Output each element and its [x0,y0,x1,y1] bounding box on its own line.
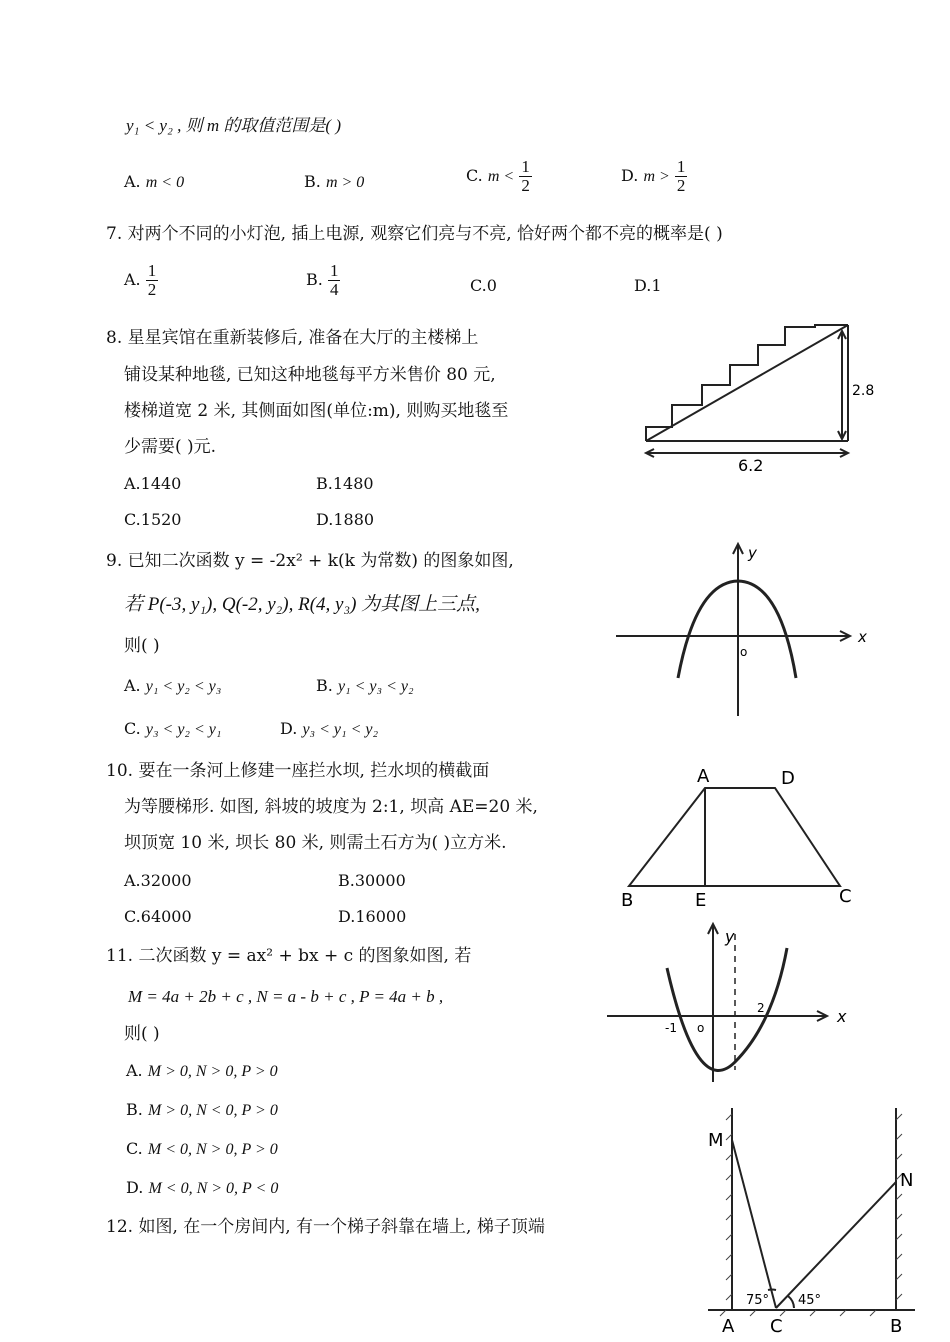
point-e-label: E [695,890,707,911]
q8-line-2: 铺设某种地毯, 已知这种地毯每平方米售价 80 元, [124,365,496,385]
ladder-room-figure [700,1100,920,1340]
point-d-label: D [781,768,795,789]
q7-option-c [470,275,497,297]
y-axis-label: y [725,927,735,946]
q9-option-c [124,718,221,741]
option-label: A. [126,1061,143,1080]
q10-option-c: C.64000 [124,907,192,926]
point-c-label: C [839,886,852,907]
staircase-hypotenuse [646,325,848,441]
option-text: y₃ < y₂ < y₁ [145,721,222,738]
point-b-label: B [621,890,634,911]
ladder-right [776,1182,896,1308]
q8-option-b: B.1480 [316,474,374,493]
q10-line-2: 为等腰梯形. 如图, 斜坡的坡度为 2:1, 坝高 AE=20 米, [124,797,538,817]
q8-line-4: 少需要( )元. [124,437,217,457]
q11-line-2: M = 4a + 2b + c , N = a - b + c , P = 4a + b , [128,987,444,1006]
height-label: 2.8 [852,383,875,399]
q10-option-b: B.30000 [338,871,406,890]
origin-label: o [697,1021,705,1035]
left-root-label: -1 [665,1021,677,1035]
option-label: D. [126,1178,144,1197]
right-mark-label: 2 [757,1001,765,1015]
q8-option-c: C.1520 [124,510,182,529]
point-b-label: B [890,1316,903,1337]
x-axis-label: x [858,628,867,646]
angle-arc-right [788,1296,794,1308]
option-label: C. [126,1139,143,1158]
point-n-label: N [900,1170,914,1191]
fraction-denominator: 2 [147,280,157,299]
q7-option-b [306,262,340,299]
option-text: y₁ < y₃ < y₂ [337,678,414,695]
option-label: A. [124,172,141,191]
option-label: B. [316,676,333,695]
q11-parabola-figure [605,920,865,1085]
q8-line-3: 楼梯道宽 2 米, 其侧面如图(单位:m), 则购买地毯至 [124,401,509,421]
angle-45-label: 45° [798,1293,822,1308]
angle-75-label: 75° [746,1293,770,1308]
option-text: m > [643,168,670,185]
q10-option-a: A.32000 [124,871,192,890]
q9-line-2: 若 P(-3, y₁), Q(-2, y₂), R(4, y₃) 为其图上三点, [124,594,480,615]
q10-line-1: 10. 要在一条河上修建一座拦水坝, 拦水坝的横截面 [106,761,490,781]
option-text: m > 0 [325,174,365,191]
x-axis-label: x [837,1007,847,1026]
q6-option-a [124,171,184,194]
option-text: 1 [651,276,662,295]
fraction [519,158,532,195]
q8-line-1: 8. 星星宾馆在重新装修后, 准备在大厅的主楼梯上 [106,328,479,348]
option-label: D. [621,166,639,185]
fraction-denominator: 2 [676,176,686,195]
q11-line-3: 则( ) [124,1024,160,1044]
q12-stem: 12. 如图, 在一个房间内, 有一个梯子斜靠在墙上, 梯子顶端 [106,1217,545,1237]
q8-option-a: A.1440 [124,474,182,493]
option-text: 0 [486,276,497,295]
option-label: D. [280,719,298,738]
point-m-label: M [708,1130,724,1151]
option-label: C. [470,276,487,295]
option-text: M > 0, N > 0, P > 0 [147,1063,278,1080]
fraction [146,262,159,299]
q9-option-a [124,675,221,698]
option-label: B. [126,1100,143,1119]
q10-option-d: D.16000 [338,907,407,926]
ladder-left [732,1140,776,1308]
option-text: M > 0, N < 0, P > 0 [147,1102,278,1119]
option-label: A. [124,270,141,289]
q11-option-d [126,1177,278,1200]
q9-line-1: 9. 已知二次函数 y = -2x² + k(k 为常数) 的图象如图, [106,551,514,571]
staircase-figure [620,315,880,475]
option-text: m < [487,168,515,185]
option-label: C. [124,719,141,738]
q8-option-d: D.1880 [316,510,375,529]
q7-option-d [634,275,662,297]
fraction-denominator: 4 [329,280,339,299]
point-c-label: C [770,1316,783,1337]
q6-option-b [304,171,364,194]
q6-stem-tail: y₁ < y₂ , 则 m 的取值范围是( ) [126,116,341,135]
q11-option-b [126,1099,278,1122]
fraction-denominator: 2 [521,176,530,195]
fraction-numerator: 1 [676,157,686,176]
option-text: M < 0, N > 0, P > 0 [147,1141,278,1158]
y-axis-label: y [748,544,757,562]
fraction [328,262,341,299]
q9-line-3: 则( ) [124,636,160,656]
parabola-curve [667,948,787,1070]
dam-trapezoid-figure [615,758,865,913]
q10-line-3: 坝顶宽 10 米, 坝长 80 米, 则需土石方为( )立方米. [124,833,507,853]
fraction-numerator: 1 [147,261,157,280]
q6-option-d [621,158,687,195]
point-a-label: A [697,766,710,787]
dam-trapezoid [629,788,840,886]
q9-parabola-figure [610,540,890,720]
q11-line-1: 11. 二次函数 y = ax² + bx + c 的图象如图, 若 [106,946,472,966]
option-text: y₁ < y₂ < y₃ [145,678,222,695]
q11-option-c [126,1138,278,1161]
q9-option-d [280,718,378,741]
q11-option-a [126,1060,278,1083]
option-text: M < 0, N > 0, P < 0 [148,1180,279,1197]
origin-label: o [740,645,748,659]
point-a-label: A [722,1316,735,1337]
q7-option-a [124,262,158,299]
option-text: m < 0 [145,174,185,191]
q9-option-b [316,675,414,698]
fraction-numerator: 1 [329,261,339,280]
q7-stem: 7. 对两个不同的小灯泡, 插上电源, 观察它们亮与不亮, 恰好两个都不亮的概率是( ) [106,224,723,244]
option-text: y₃ < y₁ < y₂ [302,721,379,738]
fraction-numerator: 1 [521,157,530,176]
q6-option-c [466,158,532,195]
option-label: C. [466,166,483,185]
option-label: A. [124,676,141,695]
option-label: B. [304,172,321,191]
width-label: 6.2 [738,456,764,475]
option-label: D. [634,276,652,295]
fraction [675,158,688,195]
option-label: B. [306,270,323,289]
